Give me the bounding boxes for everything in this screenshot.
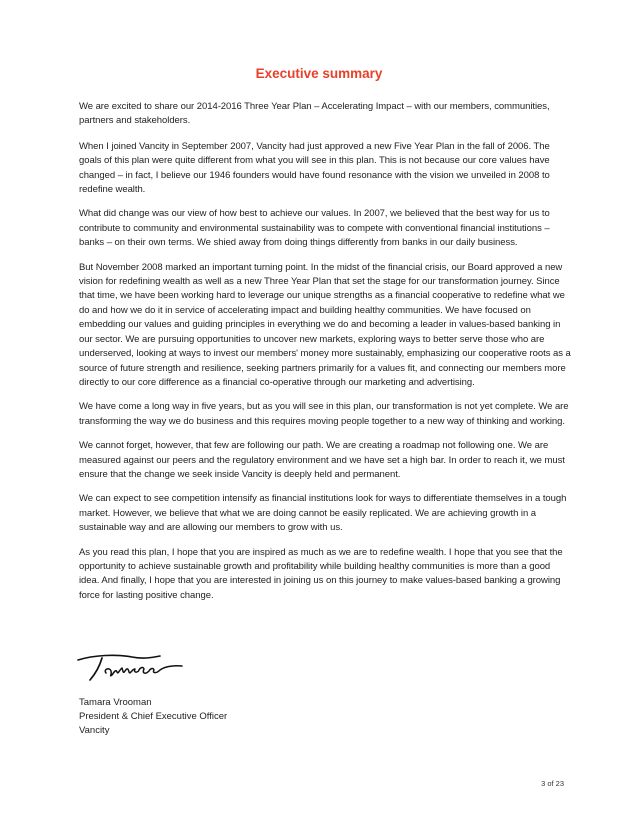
paragraph-6: We cannot forget, however, that few are following our path. We are creating a roadmap not following one. We are measured against our peers and the regulatory environment and we have set a high bar. In order to reach it, we must ensure that the change we seek inside Vancity is deeply held and permanent. xyxy=(79,440,565,480)
paragraph-2: When I joined Vancity in September 2007, Vancity had just approved a new Five Year Plan in the fall of 2006. The goals of this plan were quite different from what you will see in this plan. This is not because our core values have changed – in fact, I believe our 1946 founders would have found resonance with the vision we unveiled in 2008 to redefine wealth. xyxy=(79,140,550,196)
paragraph-3: What did change was our view of how best to achieve our values. In 2007, we believed that the best way for us to contribute to community and environmental sustainability was to compete with conventional financial institutions – banks – on their own terms. We shied away from doing things differently from banks in our daily business. xyxy=(79,208,550,249)
signer-role: President & Chief Executive Officer xyxy=(79,711,228,722)
signer-block xyxy=(79,696,379,738)
page-number: 3 of 23 xyxy=(541,779,564,788)
signer-organization: Vancity xyxy=(79,725,110,736)
signature-image xyxy=(76,651,186,683)
paragraph-5: We have come a long way in five years, but as you will see in this plan, our transformation is not yet complete. We are transforming the way we do business and this requires moving people together to a new way of thinking and working. xyxy=(79,401,569,427)
page-title: Executive summary xyxy=(255,66,383,81)
paragraph-1: We are excited to share our 2014-2016 Three Year Plan – Accelerating Impact – with our members, communities, partners and stakeholders. xyxy=(79,101,550,127)
signer-name: Tamara Vrooman xyxy=(79,697,152,708)
paragraph-7: We can expect to see competition intensify as financial institutions look for ways to differentiate themselves in a tough market. However, we believe that what we are doing cannot be easily replicated. We are achieving growth in a sustainable way and are allowing our members to grow with us. xyxy=(79,493,567,534)
paragraph-8: As you read this plan, I hope that you are inspired as much as we are to redefine wealth. I hope that you see that the opportunity to achieve sustainable growth and profitability while building healthy communities is more than a good idea. And finally, I hope that you are interested in joining us on this journey to make values-based banking a growing force for lasting positive change. xyxy=(79,546,563,601)
body-text xyxy=(79,100,571,613)
paragraph-4: But November 2008 marked an important turning point. In the midst of the financial crisis, our Board approved a new vision for redefining wealth as well as a new Three Year Plan that set the stage for our transformation journey. Since that time, we have been working hard to leverage our unique strengths as a financial cooperative to redefine what we do and how we do it in service of accelerating impact and building healthy communities. We have focused on embedding our values and guiding principles in everything we do and becoming a leader in values-based banking in our sector. We are pursuing opportunities to uncover new markets, exploring ways to better serve those who are underserved, looking at ways to invest our members' money more sustainably, emphasizing our cooperative roots as a source of future strength and resilience, seeking partners primarily for a values fit, and connecting our members more directly to our core difference as a financial co-operative through our marketing and advertising. xyxy=(79,261,571,388)
